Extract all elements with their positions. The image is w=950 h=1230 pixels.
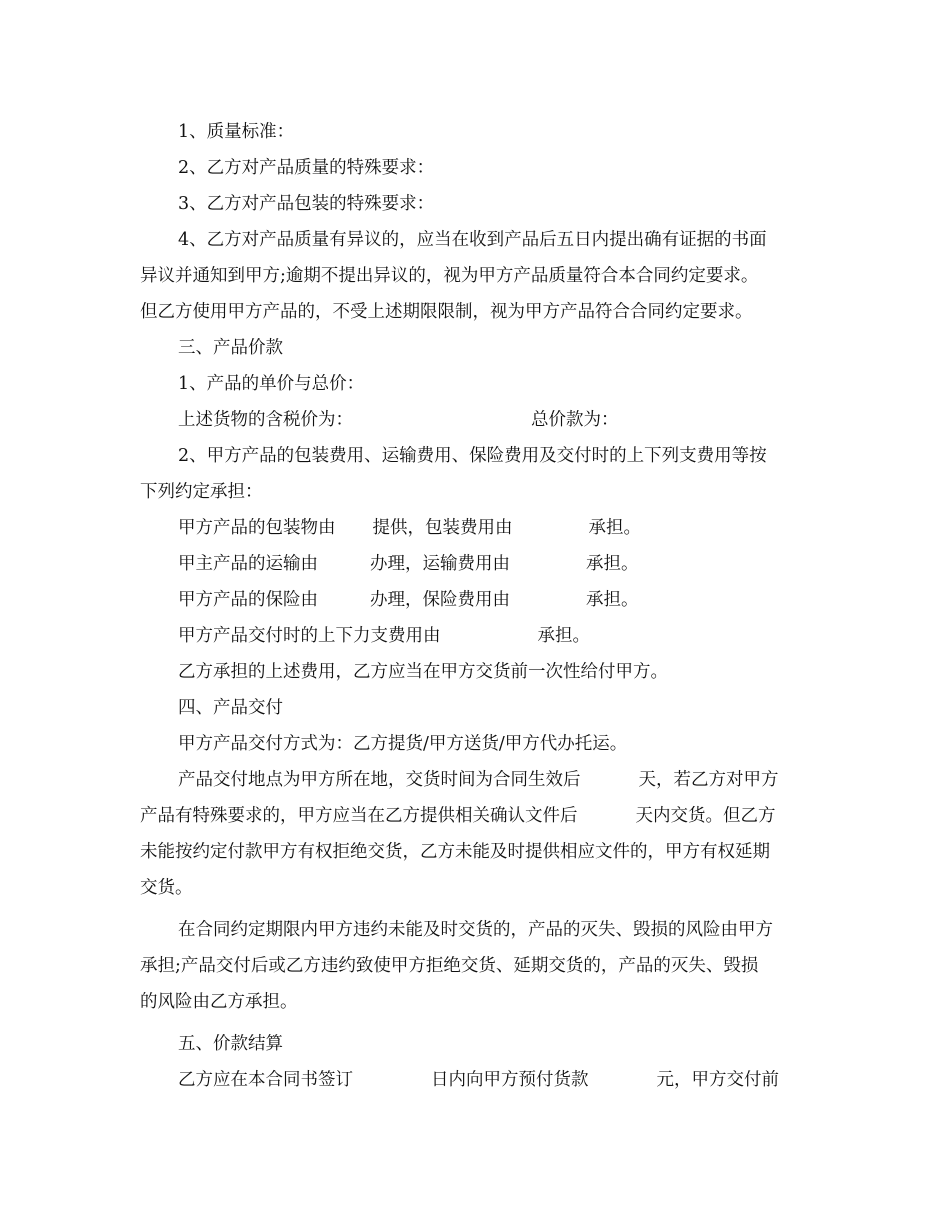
unit-total-price-item: 1、产品的单价与总价： <box>178 374 365 394</box>
prepayment-line <box>140 1062 812 1098</box>
transport-fee-line <box>140 546 812 582</box>
special-requirement-label: 产品有特殊要求的，甲方应当在乙方提供相关确认文件后 <box>140 806 578 826</box>
section-4-heading: 四、产品交付 <box>178 698 283 718</box>
insurance-handler-label: 甲方产品的保险由 <box>178 590 318 610</box>
document-body <box>140 114 812 1098</box>
quality-special-requirement-item: 2、乙方对产品质量的特殊要求： <box>178 158 435 178</box>
risk-line-2: 承担;产品交付后或乙方违约致使甲方拒绝交货、延期交货的，产品的灭失、毁损 <box>140 956 759 976</box>
quality-objection-line-3: 但乙方使用甲方产品的，不受上述期限限制，视为甲方产品符合合同约定要求。 <box>140 302 753 322</box>
fee-allocation-line-2: 下列约定承担： <box>140 482 263 502</box>
bear-label: 承担。 <box>588 518 641 538</box>
packaging-fee-label: 提供，包装费用由 <box>372 518 513 538</box>
risk-line-3: 的风险由乙方承担。 <box>140 992 298 1012</box>
delivery-place-line-4: 交货。 <box>140 878 193 898</box>
section-3-heading: 三、产品价款 <box>178 338 283 358</box>
tax-inclusive-price-label: 上述货物的含税价为： <box>178 410 353 430</box>
fee-allocation-line-1: 2、甲方产品的包装费用、运输费用、保险费用及交付时的上下列支费用等按 <box>178 446 767 466</box>
misc-fee-label: 甲方产品交付时的上下力支费用由 <box>178 626 441 646</box>
insurance-fee-line <box>140 582 812 618</box>
one-time-payment-line: 乙方承担的上述费用，乙方应当在甲方交货前一次性给付甲方。 <box>178 662 668 682</box>
packaging-special-requirement-item: 3、乙方对产品包装的特殊要求： <box>178 194 435 214</box>
delivery-place-line-2 <box>140 798 812 834</box>
prepayment-label: 日内向甲方预付货款 <box>431 1070 589 1090</box>
delivery-method-line: 甲方产品交付方式为：乙方提货/甲方送货/甲方代办托运。 <box>178 734 628 754</box>
bear-label: 承担。 <box>537 626 590 646</box>
delivery-place-line-1 <box>140 762 812 798</box>
yuan-label: 元，甲方交付前 <box>656 1070 779 1090</box>
bear-label: 承担。 <box>586 554 639 574</box>
days-label: 天，若乙方对甲方 <box>638 770 779 790</box>
transport-handler-label: 甲主产品的运输由 <box>178 554 318 574</box>
insurance-fee-label: 办理，保险费用由 <box>370 590 510 610</box>
price-line <box>140 402 812 438</box>
quality-objection-line-1: 4、乙方对产品质量有异议的，应当在收到产品后五日内提出确有证据的书面 <box>178 230 767 250</box>
delivery-place-line-3: 未能按约定付款甲方有权拒绝交货，乙方未能及时提供相应文件的，甲方有权延期 <box>140 842 770 862</box>
transport-fee-label: 办理，运输费用由 <box>370 554 510 574</box>
packaging-fee-line <box>140 510 812 546</box>
quality-objection-line-2: 异议并通知到甲方;逾期不提出异议的，视为甲方产品质量符合本合同约定要求。 <box>140 266 759 286</box>
risk-line-1: 在合同约定期限内甲方违约未能及时交货的，产品的灭失、毁损的风险由甲方 <box>178 920 773 940</box>
total-price-label: 总价款为： <box>531 410 619 430</box>
quality-standard-item: 1、质量标准： <box>178 122 295 142</box>
packaging-provider-label: 甲方产品的包装物由 <box>178 518 336 538</box>
days-delivery-label: 天内交货。但乙方 <box>635 806 776 826</box>
delivery-misc-fee-line <box>140 618 812 654</box>
contract-signing-label: 乙方应在本合同书签订 <box>178 1070 353 1090</box>
section-5-heading: 五、价款结算 <box>178 1034 283 1054</box>
delivery-time-label: 产品交付地点为甲方所在地，交货时间为合同生效后 <box>178 770 581 790</box>
bear-label: 承担。 <box>586 590 639 610</box>
